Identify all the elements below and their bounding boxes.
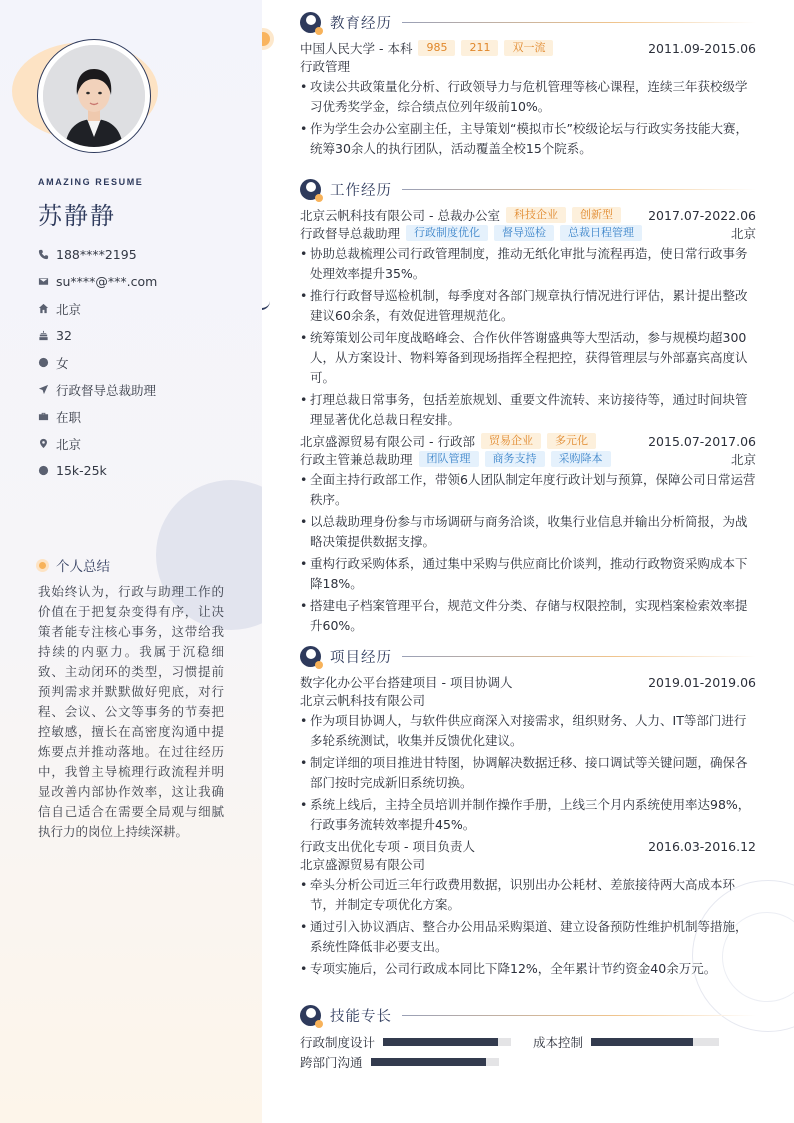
info-location — [38, 430, 157, 457]
company-tag: 创新型 — [572, 207, 621, 223]
info-phone — [38, 241, 157, 268]
skill-name: 行政制度设计 — [300, 1035, 376, 1050]
job-period: 2015.07-2017.06 — [648, 433, 756, 449]
section-title: 教育经历 — [330, 15, 392, 32]
education-bullets — [300, 77, 756, 159]
section-header — [300, 645, 756, 667]
job-role-row — [300, 450, 756, 468]
gender-icon — [38, 356, 56, 370]
project-period: 2019.01-2019.06 — [648, 674, 756, 690]
list-item: • 通过引入协议酒店、整合办公用品采购渠道、建立设备预防性维护机制等措施，系统性降低非必要支出。 — [300, 917, 756, 957]
project-bullets — [300, 875, 756, 979]
skill-bar-fill — [371, 1058, 486, 1066]
skill-name: 跨部门沟通 — [300, 1055, 363, 1070]
list-item: • 打理总裁日常事务，包括差旅规划、重要文件流转、来访接待等，通过时间块管理显著优化总裁日程安排。 — [300, 390, 756, 430]
company-name: 北京云帆科技有限公司 - 总裁办公室 — [300, 208, 500, 223]
role-tag: 总裁日程管理 — [560, 225, 642, 241]
company-tag: 科技企业 — [506, 207, 566, 223]
info-age — [38, 322, 157, 349]
school-name: 中国人民大学 - 本科 — [300, 41, 413, 56]
section-divider — [402, 22, 756, 23]
section-icon — [300, 179, 321, 200]
main-content — [262, 0, 794, 1123]
list-item: • 推行行政督导巡检机制，每季度对各部门规章执行情况进行评估，累计提出整改建议60余条，有效促进管理规范化。 — [300, 286, 756, 326]
section-header — [300, 1004, 756, 1026]
project-entry — [300, 673, 756, 835]
role-tag: 督导巡检 — [494, 225, 554, 241]
section-title: 项目经历 — [330, 649, 392, 666]
list-item: • 制定详细的项目推进甘特图，协调解决数据迁移、接口调试等关键问题，确保各部门按时完成新旧系统切换。 — [300, 753, 756, 793]
age-text: 32 — [56, 328, 72, 343]
info-home — [38, 295, 157, 322]
cake-icon — [38, 329, 56, 343]
skill-list — [300, 1032, 756, 1072]
role-tag: 行政制度优化 — [406, 225, 488, 241]
list-item: • 协助总裁梳理公司行政管理制度，推动无纸化审批与流程再造，使日常行政事务处理效率提升35%。 — [300, 244, 756, 284]
project-header-row — [300, 673, 756, 691]
skill-item — [300, 1052, 499, 1072]
skill-item — [300, 1032, 511, 1052]
section-header — [300, 178, 756, 200]
list-item: • 牵头分析公司近三年行政费用数据，识别出办公耗材、差旅接待两大高成本环节，并制定专项优化方案。 — [300, 875, 756, 915]
avatar — [43, 45, 145, 147]
list-item: • 统筹策划公司年度战略峰会、合作伙伴答谢盛典等大型活动，参与规模均超300人，从方案设计、物料筹备到现场指挥全程把控，获得管理层与外部嘉宾高度认可。 — [300, 328, 756, 388]
job-header-row — [300, 432, 756, 450]
personal-info-list — [38, 241, 157, 484]
section-icon — [300, 646, 321, 667]
role-tag: 采购降本 — [551, 451, 611, 467]
send-icon — [38, 383, 56, 397]
salary-icon — [38, 464, 56, 478]
job-entry — [300, 432, 756, 636]
list-item: • 系统上线后，主持全员培训并制作操作手册，上线三个月内系统使用率达98%，行政事务流转效率提升45%。 — [300, 795, 756, 835]
list-item: • 作为学生会办公室副主任，主导策划“模拟市长”校级论坛与行政实务技能大赛，统筹30余人的执行团队，活动覆盖全校15个院系。 — [300, 119, 756, 159]
education-header-row — [300, 39, 756, 57]
location-pin-icon — [38, 437, 56, 451]
project-entry — [300, 837, 756, 979]
section-icon — [300, 1005, 321, 1026]
company-tag: 贸易企业 — [481, 433, 541, 449]
summary-heading — [36, 555, 110, 575]
list-item: • 作为项目协调人，与软件供应商深入对接需求，组织财务、人力、IT等部门进行多轮系统测试，收集并反馈优化建议。 — [300, 711, 756, 751]
job-role: 行政主管兼总裁助理 — [300, 452, 413, 467]
info-salary — [38, 457, 157, 484]
skill-item — [533, 1032, 719, 1052]
school-tag: 双一流 — [504, 40, 553, 56]
skills-section — [300, 1004, 756, 1072]
skill-bar-fill — [591, 1038, 693, 1046]
summary-title: 个人总结 — [56, 559, 110, 575]
work-section — [300, 178, 756, 638]
role-tag: 团队管理 — [419, 451, 479, 467]
home-icon — [38, 302, 56, 316]
info-position — [38, 376, 157, 403]
candidate-name: 苏静静 — [38, 202, 116, 230]
gender-text: 女 — [56, 355, 69, 371]
list-item: • 以总裁助理身份参与市场调研与商务洽谈，收集行业信息并输出分析简报，为战略决策提供数据支撑。 — [300, 512, 756, 552]
info-email — [38, 268, 157, 295]
job-city: 北京 — [730, 226, 756, 241]
section-title: 技能专长 — [330, 1008, 392, 1025]
list-item: • 重构行政采购体系，通过集中采购与供应商比价谈判，推动行政物资采购成本下降18%。 — [300, 554, 756, 594]
job-bullets — [300, 470, 756, 636]
skill-bar — [371, 1058, 499, 1066]
job-role-row — [300, 224, 756, 242]
section-title: 工作经历 — [330, 182, 392, 199]
section-divider — [402, 1015, 756, 1016]
project-company: 北京云帆科技有限公司 — [300, 693, 426, 708]
skill-bar — [591, 1038, 719, 1046]
list-item: • 全面主持行政部工作，带领6人团队制定年度行政计划与预算，保障公司日常运营秩序。 — [300, 470, 756, 510]
job-header-row — [300, 206, 756, 224]
company-tag: 多元化 — [547, 433, 596, 449]
section-header — [300, 11, 756, 33]
project-name: 行政支出优化专项 - 项目负责人 — [300, 839, 475, 854]
briefcase-icon — [38, 410, 56, 424]
email-icon — [38, 275, 56, 289]
school-tag: 211 — [461, 40, 498, 56]
hometown-text: 北京 — [56, 301, 82, 317]
projects-section — [300, 645, 756, 981]
project-company-row — [300, 855, 756, 873]
job-status-text: 在职 — [56, 409, 82, 425]
project-company: 北京盛源贸易有限公司 — [300, 857, 426, 872]
job-city: 北京 — [730, 452, 756, 467]
company-name: 北京盛源贸易有限公司 - 行政部 — [300, 434, 475, 449]
education-section — [300, 11, 756, 161]
job-bullets — [300, 244, 756, 430]
project-period: 2016.03-2016.12 — [648, 838, 756, 854]
skill-name: 成本控制 — [533, 1035, 584, 1050]
salary-text: 15k-25k — [56, 463, 107, 478]
summary-text: 我始终认为，行政与助理工作的价值在于把复杂变得有序，让决策者能专注核心事务，这带给我持续的内驱力。我属于沉稳细致、主动闭环的类型，习惯提前预判需求并默默做好兜底，对行程、会议、公文等事务的节奏把控敏感，擅长在高密度沟通中提炼要点并推动落地。在过往经历中，我曾主导梳理行政流程并明显改善内部协作效率，这让我确信自己适合在需要全局观与细腻执行力的岗位上持续深耕。 — [38, 584, 224, 839]
job-entry — [300, 206, 756, 430]
list-item: • 搭建电子档案管理平台，规范文件分类、存储与权限控制，实现档案检索效率提升60%。 — [300, 596, 756, 636]
sidebar — [0, 0, 262, 1123]
project-header-row — [300, 837, 756, 855]
major-row — [300, 57, 756, 75]
resume-tagline: AMAZING RESUME — [38, 177, 144, 187]
section-divider — [402, 189, 756, 190]
major-name: 行政管理 — [300, 59, 351, 74]
skill-bar-fill — [383, 1038, 498, 1046]
school-tag: 985 — [418, 40, 455, 56]
info-status — [38, 403, 157, 430]
list-item: • 专项实施后，公司行政成本同比下降12%，全年累计节约资金40余万元。 — [300, 959, 756, 979]
job-role: 行政督导总裁助理 — [300, 226, 401, 241]
decorative-dot — [262, 28, 274, 50]
section-divider — [402, 656, 756, 657]
skill-bar — [383, 1038, 511, 1046]
phone-icon — [38, 248, 56, 262]
summary-dot-icon — [36, 559, 49, 572]
project-name: 数字化办公平台搭建项目 - 项目协调人 — [300, 675, 513, 690]
decorative-arc — [262, 296, 270, 310]
list-item: • 攻读公共政策量化分析、行政领导力与危机管理等核心课程，连续三年获校级学习优秀奖学金，综合绩点位列年级前10%。 — [300, 77, 756, 117]
job-period: 2017.07-2022.06 — [648, 207, 756, 223]
project-company-row — [300, 691, 756, 709]
info-gender — [38, 349, 157, 376]
location-text: 北京 — [56, 436, 82, 452]
role-tag: 商务支持 — [485, 451, 545, 467]
section-icon — [300, 12, 321, 33]
education-period: 2011.09-2015.06 — [648, 40, 756, 56]
phone-text: 188****2195 — [56, 247, 137, 262]
target-position-text: 行政督导总裁助理 — [56, 382, 157, 398]
email-text: su****@***.com — [56, 274, 158, 289]
project-bullets — [300, 711, 756, 835]
